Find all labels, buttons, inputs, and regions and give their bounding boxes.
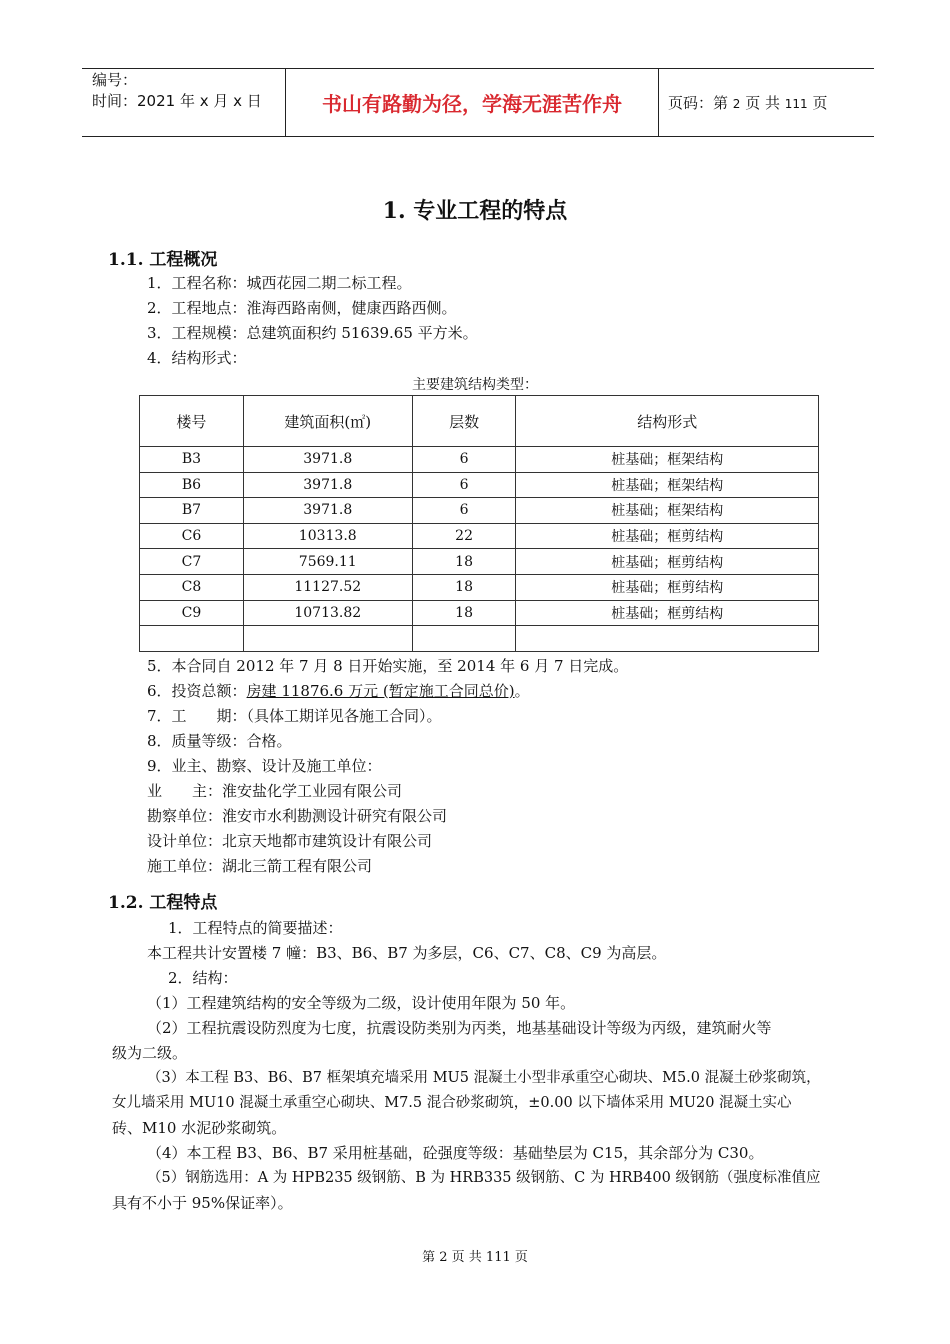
- table-cell: 18: [412, 549, 516, 575]
- table-cell: 3971.8: [243, 447, 412, 473]
- table-cell: 6: [412, 498, 516, 524]
- table-header-row: [140, 396, 819, 447]
- table-cell: 18: [412, 574, 516, 600]
- table-header-cell: 结构形式: [516, 396, 819, 447]
- building-structure-table: [139, 395, 819, 652]
- table-cell: 桩基础；框架结构: [516, 498, 819, 524]
- table-cell: 3971.8: [243, 498, 412, 524]
- header-bottom-rule: [82, 136, 874, 137]
- table-cell: C9: [140, 600, 244, 626]
- table-row: [140, 498, 819, 524]
- table-row-empty: [140, 626, 819, 652]
- features-p5-line2: 级为二级。: [112, 1044, 188, 1062]
- overview-item-6: [147, 681, 530, 701]
- subsection-title-overview: 1.1. 工程概况: [108, 250, 218, 270]
- investment-label: 6．投资总额：: [147, 682, 247, 700]
- table-row: [140, 447, 819, 473]
- features-p6-line2: 女儿墙采用 MU10 混凝土承重空心砌块、M7.5 混合砂浆砌筑，±0.00 以下墙体采用 MU20 混凝土实心: [112, 1095, 792, 1111]
- features-p6-line1: （3）本工程 B3、B6、B7 框架填充墙采用 MU5 混凝土小型非承重空心砌块、M5.0 混凝土砂浆砌筑，: [147, 1070, 821, 1086]
- features-p8-line2: 具有不小于 95%保证率）。: [112, 1194, 293, 1212]
- table-row: [140, 600, 819, 626]
- header-motto: 书山有路勤为径，学海无涯苦作舟: [322, 92, 622, 116]
- owner-unit: 业 主：淮安盐化学工业园有限公司: [147, 782, 403, 800]
- page-label-suffix: 页: [812, 94, 828, 112]
- table-cell: [412, 626, 516, 652]
- table-row: [140, 549, 819, 575]
- table-cell: 桩基础；框剪结构: [516, 600, 819, 626]
- table-cell: 10713.82: [243, 600, 412, 626]
- design-unit: 设计单位：北京天地都市建筑设计有限公司: [147, 832, 433, 850]
- overview-item-7: 7．工 期：（具体工期详见各施工合同）。: [147, 707, 442, 725]
- table-caption: 主要建筑结构类型：: [412, 377, 538, 393]
- subsection-title-features: 1.2. 工程特点: [108, 893, 218, 913]
- table-cell: 18: [412, 600, 516, 626]
- table-cell: B7: [140, 498, 244, 524]
- header-number: 编号：: [92, 71, 138, 89]
- table-cell: 桩基础；框架结构: [516, 472, 819, 498]
- features-p4: （1）工程建筑结构的安全等级为二级，设计使用年限为 50 年。: [147, 994, 576, 1012]
- table-cell: 6: [412, 472, 516, 498]
- page-total: 111: [784, 97, 808, 111]
- overview-item-4: 4．结构形式：: [147, 349, 247, 367]
- features-p8-line1: （5）钢筋选用：A 为 HPB235 级钢筋、B 为 HRB335 级钢筋、C 为 HRB400 级钢筋（强度标准值应: [147, 1170, 821, 1186]
- construction-unit: 施工单位：湖北三箭工程有限公司: [147, 857, 373, 875]
- table-row: [140, 523, 819, 549]
- header-divider-right: [658, 68, 659, 136]
- header-top-rule: [82, 68, 874, 69]
- page-footer: 第 2 页 共 111 页: [422, 1250, 528, 1265]
- investment-suffix: 。: [514, 682, 530, 700]
- table-cell: B3: [140, 447, 244, 473]
- features-p1: 1．工程特点的简要描述：: [168, 919, 343, 937]
- header-time: 时间：2021 年 x 月 x 日: [92, 92, 262, 110]
- overview-item-8: 8．质量等级：合格。: [147, 732, 292, 750]
- features-p7: （4）本工程 B3、B6、B7 采用桩基础，砼强度等级：基础垫层为 C15，其余部分为 C30。: [147, 1144, 764, 1162]
- investment-value: 房建 11876.6 万元 (暂定施工合同总价): [246, 682, 515, 700]
- table-row: [140, 574, 819, 600]
- features-p6-line3: 砖、M10 水泥砂浆砌筑。: [112, 1119, 287, 1137]
- table-header-cell: 层数: [412, 396, 516, 447]
- header-meta: [92, 70, 262, 112]
- table-cell: 11127.52: [243, 574, 412, 600]
- features-p5-line1: （2）工程抗震设防烈度为七度，抗震设防类别为丙类，地基基础设计等级为丙级，建筑耐火等: [147, 1019, 772, 1037]
- table-cell: 桩基础；框剪结构: [516, 549, 819, 575]
- table-cell: B6: [140, 472, 244, 498]
- table-cell: 桩基础；框剪结构: [516, 523, 819, 549]
- header-page-info: [668, 92, 827, 113]
- table-header-cell: 建筑面积(㎡): [243, 396, 412, 447]
- table-cell: 桩基础；框剪结构: [516, 574, 819, 600]
- overview-item-2: 2．工程地点：淮海西路南侧，健康西路西侧。: [147, 299, 457, 317]
- table-cell: C8: [140, 574, 244, 600]
- table-cell: 10313.8: [243, 523, 412, 549]
- features-p3: 2．结构：: [168, 969, 238, 987]
- table-header-cell: 楼号: [140, 396, 244, 447]
- table-cell: C6: [140, 523, 244, 549]
- table-cell: 桩基础；框架结构: [516, 447, 819, 473]
- table-cell: C7: [140, 549, 244, 575]
- table-cell: 6: [412, 447, 516, 473]
- overview-item-1: 1．工程名称：城西花园二期二标工程。: [147, 274, 412, 292]
- page-label-mid: 页 共: [745, 94, 780, 112]
- table-row: [140, 472, 819, 498]
- features-p2: 本工程共计安置楼 7 幢：B3、B6、B7 为多层，C6、C7、C8、C9 为高层。: [147, 944, 667, 962]
- overview-item-9: 9．业主、勘察、设计及施工单位：: [147, 757, 382, 775]
- table-cell: [243, 626, 412, 652]
- table-cell: 22: [412, 523, 516, 549]
- page-number: 2: [732, 97, 741, 111]
- page-label-prefix: 页码：第: [668, 94, 729, 112]
- table-cell: [140, 626, 244, 652]
- overview-item-3: 3．工程规模：总建筑面积约 51639.65 平方米。: [147, 324, 478, 342]
- table-cell: 7569.11: [243, 549, 412, 575]
- table-cell: [516, 626, 819, 652]
- overview-item-5: 5．本合同自 2012 年 7 月 8 日开始实施，至 2014 年 6 月 7 日完成。: [147, 657, 629, 675]
- table-cell: 3971.8: [243, 472, 412, 498]
- survey-unit: 勘察单位：淮安市水利勘测设计研究有限公司: [147, 807, 448, 825]
- section-title: 1. 专业工程的特点: [382, 198, 568, 224]
